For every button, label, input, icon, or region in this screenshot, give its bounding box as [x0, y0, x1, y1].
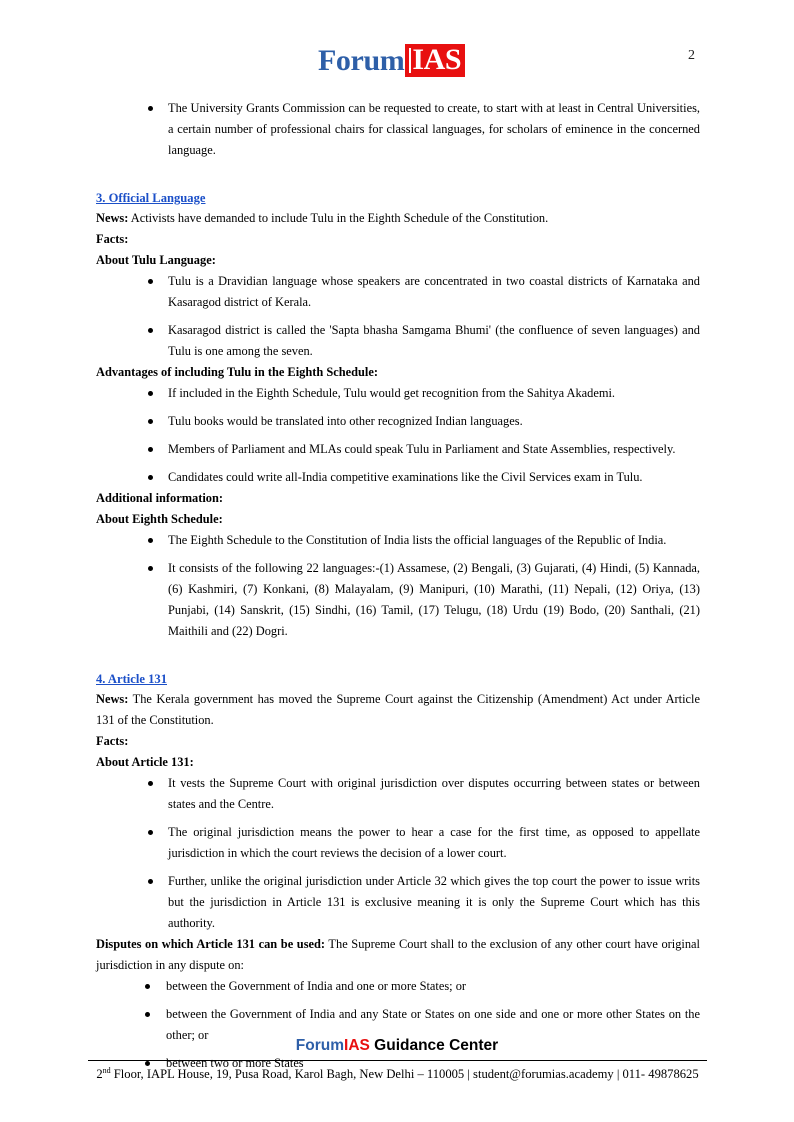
eighth-schedule-list — [96, 530, 700, 642]
section3-about-label — [96, 250, 700, 271]
section4-news-line — [96, 689, 700, 731]
footer-address — [88, 1062, 707, 1083]
section3-facts-label — [96, 229, 700, 250]
footer-title — [0, 1036, 794, 1056]
forumias-logo — [318, 44, 465, 77]
section-spacer — [96, 161, 700, 188]
page-number: 2 — [688, 48, 695, 63]
article131-about-list — [96, 773, 700, 934]
section4-disputes-paragraph — [96, 934, 700, 976]
list-item: Tulu books would be translated into other recognized Indian languages. — [96, 411, 700, 432]
document-body — [96, 98, 700, 1074]
list-item: between two or more States — [96, 1053, 700, 1074]
logo-forum-text: Forum — [318, 43, 405, 77]
section-heading-article-131[interactable] — [96, 669, 700, 689]
about-article-131-label: About Article 131: — [96, 755, 194, 769]
list-item: It consists of the following 22 languages:-(1) Assamese, (2) Bengali, (3) Gujarati, (4) Hindi, (5) Kannada, (6) Kashmiri, (7) Konkani, (8) Malayalam, (9) Manipuri, (10) Marathi, (11) Nepali, (12) Oriya, (13) Punjabi, (14) Sanskrit, (15) Sindhi, (16) Tamil, (17) Telugu, (18) Urdu (19) Bodo, (20) Santhali, (21) Maithili and (22) Dogri. — [96, 558, 700, 642]
disputes-label: Disputes on which Article 131 can be used: — [96, 937, 326, 951]
tulu-about-list — [96, 271, 700, 362]
address-prefix: 2 — [96, 1067, 103, 1082]
additional-information-label: Additional information: — [96, 491, 224, 505]
list-item: Candidates could write all-India competitive examinations like the Civil Services exam in Tulu. — [96, 467, 700, 488]
section3-advantages-label — [96, 362, 700, 383]
about-eighth-schedule-label: About Eighth Schedule: — [96, 512, 223, 526]
list-item: If included in the Eighth Schedule, Tulu would get recognition from the Sahitya Akademi. — [96, 383, 700, 404]
news-label: News: — [96, 211, 129, 225]
footer-divider — [88, 1060, 707, 1061]
section4-about-label — [96, 752, 700, 773]
list-item: The Eighth Schedule to the Constitution of India lists the official languages of the Republic of India. — [96, 530, 700, 551]
address-rest: Floor, IAPL House, 19, Pusa Road, Karol Bagh, New Delhi – 110005 | student@forumias.academy | 011- 49878625 — [110, 1067, 699, 1082]
tulu-advantages-list — [96, 383, 700, 488]
list-item: between the Government of India and any State or States on one side and one or more other States on the other; or — [96, 1004, 700, 1046]
section-heading-text: 4. Article 131 — [96, 672, 167, 686]
section-spacer — [96, 642, 700, 669]
footer-logo-forum: Forum — [295, 1037, 345, 1054]
list-item: The University Grants Commission can be requested to create, to start with at least in Central Universities, a certain number of professional chairs for classical languages, for scholars of eminence in the concerned language. — [96, 98, 700, 161]
disputes-text: The Supreme Court shall to the exclusion of any other court have original jurisdiction in any dispute on: — [96, 937, 700, 972]
section3-additional-label — [96, 488, 700, 509]
news-text: Activists have demanded to include Tulu in the Eighth Schedule of the Constitution. — [128, 211, 549, 225]
logo-ias-badge: IAS — [405, 44, 465, 77]
list-item: Members of Parliament and MLAs could speak Tulu in Parliament and State Assemblies, respectively. — [96, 439, 700, 460]
footer-logo-ias: IAS — [344, 1037, 370, 1054]
page-header — [0, 0, 794, 88]
footer-guidance-center-text: Guidance Center — [369, 1037, 499, 1054]
list-item: Tulu is a Dravidian language whose speakers are concentrated in two coastal districts of Karnataka and Kasaragod district of Kerala. — [96, 271, 700, 313]
section4-facts-label — [96, 731, 700, 752]
list-item: Further, unlike the original jurisdiction under Article 32 which gives the top court the power to issue writs but the jurisdiction in Article 131 is exclusive meaning it is only the Supreme Court which has this authority. — [96, 871, 700, 934]
list-item: It vests the Supreme Court with original jurisdiction over disputes occurring between states or between states and the Centre. — [96, 773, 700, 815]
facts-label: Facts: — [96, 232, 129, 246]
section3-eighth-schedule-label — [96, 509, 700, 530]
carryover-bullet-list — [96, 98, 700, 161]
list-item: The original jurisdiction means the power to hear a case for the first time, as opposed to appellate jurisdiction in which the court reviews the decision of a lower court. — [96, 822, 700, 864]
about-tulu-label: About Tulu Language: — [96, 253, 216, 267]
news-label: News: — [96, 692, 129, 706]
facts-label: Facts: — [96, 734, 129, 748]
section-heading-text: 3. Official Language — [96, 191, 206, 205]
list-item: Kasaragod district is called the 'Sapta bhasha Samgama Bhumi' (the confluence of seven languages) and Tulu is one among the seven. — [96, 320, 700, 362]
list-item: between the Government of India and one or more States; or — [96, 976, 700, 997]
section3-news-line — [96, 208, 700, 229]
news-text: The Kerala government has moved the Supreme Court against the Citizenship (Amendment) Act under Article 131 of the Constitution. — [96, 692, 700, 727]
address-ordinal-suffix: nd — [102, 1066, 111, 1075]
section-heading-official-language[interactable] — [96, 188, 700, 208]
advantages-label: Advantages of including Tulu in the Eighth Schedule: — [96, 365, 378, 379]
